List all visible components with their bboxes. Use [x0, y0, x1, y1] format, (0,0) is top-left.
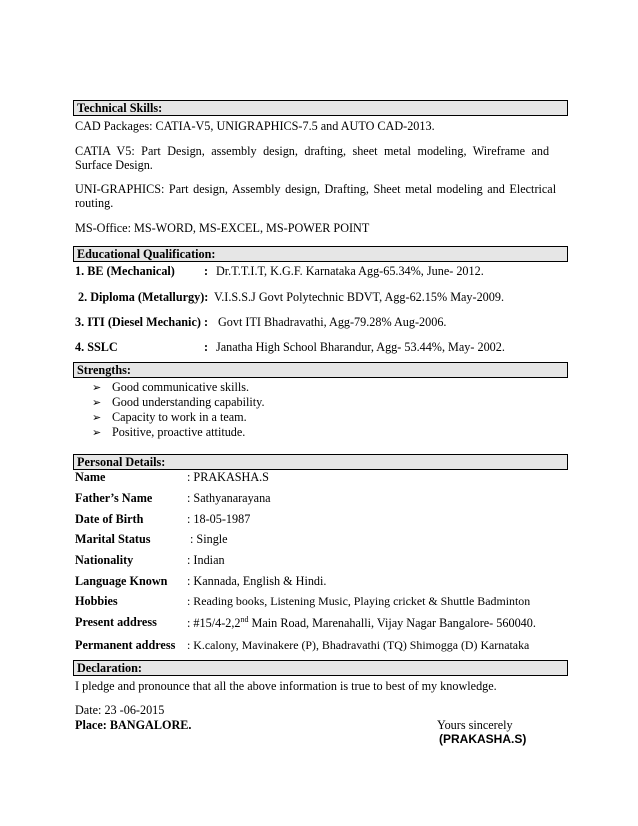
edu-label-sslc: 4. SSLC	[75, 340, 118, 354]
personal-label-language: Language Known	[75, 574, 168, 588]
strengths-header	[73, 362, 568, 378]
personal-value-hobbies: : Reading books, Listening Music, Playing cricket & Shuttle Badminton	[187, 594, 531, 608]
edu-label-iti: 3. ITI (Diesel Mechanic) :	[75, 315, 209, 329]
declaration-text: I pledge and pronounce that all the above information is true to best of my knowledge.	[75, 679, 497, 693]
personal-label-hobbies: Hobbies	[75, 594, 118, 608]
personal-value-dob: : 18-05-1987	[187, 512, 251, 526]
edu-detail-diploma: V.I.S.S.J Govt Polytechnic BDVT, Agg-62.15% May-2009.	[214, 290, 505, 304]
education-header	[73, 246, 568, 262]
declaration-date: Date: 23 -06-2015	[75, 703, 165, 717]
section-heading: Declaration:	[77, 661, 142, 675]
closing-text: Yours sincerely	[437, 718, 513, 732]
edu-sep-be: :	[204, 264, 209, 278]
personal-value-marital: : Single	[190, 532, 228, 546]
personal-details-header	[73, 454, 568, 470]
arrow-bullet-icon: ➢	[92, 411, 102, 424]
declaration-place: Place: BANGALORE.	[75, 718, 192, 732]
personal-value-father: : Sathyanarayana	[187, 491, 271, 505]
unigraphics-line-2: routing.	[75, 196, 114, 210]
personal-label-name: Name	[75, 470, 106, 484]
personal-value-name: : PRAKASHA.S	[187, 470, 269, 484]
edu-label-be: 1. BE (Mechanical)	[75, 264, 175, 278]
catia-line-1: CATIA V5: Part Design, assembly design, drafting, sheet metal modeling, Wireframe and	[75, 144, 550, 158]
personal-label-marital: Marital Status	[75, 532, 151, 546]
arrow-bullet-icon: ➢	[92, 381, 102, 394]
declaration-header	[73, 660, 568, 676]
strength-item: ➢ Capacity to work in a team.	[92, 410, 247, 424]
personal-value-language: : Kannada, English & Hindi.	[187, 574, 327, 588]
strength-item: ➢ Positive, proactive attitude.	[92, 425, 246, 439]
technical-skills-header	[73, 100, 568, 116]
unigraphics-line-1: UNI-GRAPHICS: Part design, Assembly design, Drafting, Sheet metal modeling and Electrical	[75, 182, 557, 196]
personal-label-dob: Date of Birth	[75, 512, 144, 526]
personal-label-father: Father’s Name	[75, 491, 153, 505]
section-heading: Strengths:	[77, 363, 131, 377]
section-heading: Technical Skills:	[77, 101, 163, 115]
edu-detail-iti: Govt ITI Bhadravathi, Agg-79.28% Aug-2006.	[218, 315, 447, 329]
cad-packages-line: CAD Packages: CATIA-V5, UNIGRAPHICS-7.5 and AUTO CAD-2013.	[75, 119, 435, 133]
arrow-bullet-icon: ➢	[92, 396, 102, 409]
personal-label-present-address: Present address	[75, 615, 157, 629]
personal-value-nationality: : Indian	[187, 553, 225, 567]
section-heading: Educational Qualification:	[77, 247, 216, 261]
strength-item: ➢ Good communicative skills.	[92, 380, 250, 394]
edu-sep-sslc: :	[204, 340, 209, 354]
edu-label-diploma: 2. Diploma (Metallurgy):	[78, 290, 209, 304]
strength-item: ➢ Good understanding capability.	[92, 395, 265, 409]
arrow-bullet-icon: ➢	[92, 426, 102, 439]
section-heading: Personal Details:	[77, 455, 166, 469]
edu-detail-be: Dr.T.T.I.T, K.G.F. Karnataka Agg-65.34%, June- 2012.	[216, 264, 484, 278]
signature-name: (PRAKASHA.S)	[439, 732, 527, 746]
personal-label-permanent-address: Permanent address	[75, 638, 176, 652]
personal-label-nationality: Nationality	[75, 553, 134, 567]
ms-office-line: MS-Office: MS-WORD, MS-EXCEL, MS-POWER POINT	[75, 221, 370, 235]
catia-line-2: Surface Design.	[75, 158, 153, 172]
personal-value-permanent-address: : K.calony, Mavinakere (P), Bhadravathi (TQ) Shimogga (D) Karnataka	[187, 638, 530, 652]
edu-detail-sslc: Janatha High School Bharandur, Agg- 53.44%, May- 2002.	[216, 340, 505, 354]
personal-value-present-address: : #15/4-2,2nd Main Road, Marenahalli, Vijay Nagar Bangalore- 560040.	[187, 615, 536, 631]
